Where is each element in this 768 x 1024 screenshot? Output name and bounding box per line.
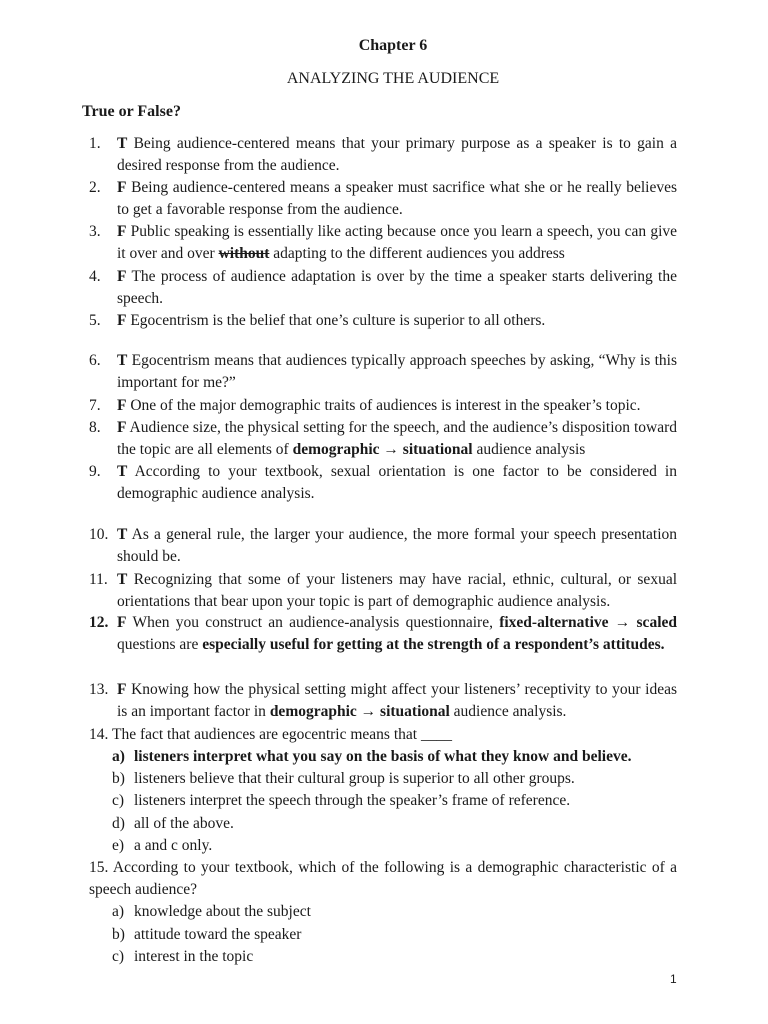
answer-option: e) a and c only. — [112, 837, 213, 854]
chapter-title: ANALYZING THE AUDIENCE — [286, 70, 500, 87]
answer-option: b) listeners believe that their cultural group is superior to all other groups. — [112, 770, 575, 787]
item-text: As a general rule, the larger your audience, the more formal your speech presentation should be. — [117, 526, 677, 566]
question-item — [89, 350, 677, 395]
answer-option: d) all of the above. — [112, 815, 234, 832]
question-item — [89, 395, 677, 417]
item-number: 7. — [89, 397, 101, 414]
item-text: When you construct an audience-analysis questionnaire, — [126, 614, 500, 631]
item-answer: F — [117, 397, 127, 414]
chapter-heading: Chapter 6 — [358, 37, 428, 54]
question-item — [89, 524, 677, 569]
question-item — [89, 177, 677, 222]
item-text: audience analysis — [472, 441, 586, 459]
item-answer: F — [117, 268, 127, 285]
item-answer: T — [117, 135, 128, 152]
item-answer: F — [117, 681, 127, 698]
item-text: Recognizing that some of your listeners may have racial, ethnic, cultural, or sexual orientations that bear upon your topic is part of demographic audience analysis. — [117, 571, 677, 611]
answer-option: c) interest in the topic — [112, 948, 254, 965]
item-number: 12. — [89, 614, 109, 631]
item-number: 11. — [89, 571, 108, 588]
item-number: 4. — [89, 268, 101, 285]
item-text: Being audience-centered means a speaker must sacrifice what she or he really believes to get a favorable response from the audience. — [117, 179, 677, 219]
item-number: 10. — [89, 526, 109, 543]
item-text: adapting to the different audiences you address — [269, 245, 565, 263]
item-text: According to your textbook, sexual orientation is one factor to be considered in demographic audience analysis. — [117, 463, 677, 503]
answer-option: a) knowledge about the subject — [112, 903, 311, 920]
question-14-stem: 14. The fact that audiences are egocentric means that ____ — [89, 726, 452, 743]
corrected-term: fixed-alternative → scaled — [499, 614, 677, 631]
item-text: questions are — [117, 636, 203, 654]
item-answer: T — [117, 352, 128, 369]
item-number: 6. — [89, 352, 101, 369]
question-item — [89, 133, 677, 178]
item-text: Audience size, the physical setting for the speech, and the audience’s disposition toward the topic are all elements of — [117, 419, 677, 459]
emphasized-text: especially useful for getting at the strength of a respondent’s attitudes. — [202, 636, 665, 654]
item-text: Public speaking is essentially like acting because once you learn a speech, you can give it over and over — [117, 223, 677, 263]
item-number: 13. — [89, 681, 109, 698]
item-number: 2. — [89, 179, 101, 196]
item-text: The process of audience adaptation is over by the time a speaker starts delivering the speech. — [117, 268, 677, 308]
item-text: Knowing how the physical setting might affect your listeners’ receptivity to your ideas is an important factor in — [117, 681, 677, 721]
page-number: 1 — [670, 972, 677, 986]
question-item — [89, 310, 677, 332]
item-answer: F — [117, 223, 127, 240]
corrected-term: demographic → situational — [269, 703, 450, 721]
item-text: Egocentrism means that audiences typically approach speeches by asking, “Why is this important for me?” — [117, 352, 677, 392]
item-answer: F — [117, 312, 127, 329]
item-text: audience analysis. — [449, 703, 567, 721]
answer-option: b) attitude toward the speaker — [112, 926, 302, 943]
item-number: 5. — [89, 312, 101, 329]
item-number: 1. — [89, 135, 101, 152]
struck-word: without — [218, 245, 270, 263]
question-item — [89, 569, 677, 614]
item-answer: T — [117, 571, 128, 588]
item-number: 3. — [89, 223, 101, 240]
answer-option: a) listeners interpret what you say on the basis of what they know and believe. — [112, 748, 632, 765]
item-answer: F — [117, 179, 127, 196]
item-answer: F — [117, 419, 127, 436]
item-text: Being audience-centered means that your primary purpose as a speaker is to gain a desired response from the audience. — [117, 135, 677, 175]
answer-option: c) listeners interpret the speech through the speaker’s frame of reference. — [112, 792, 571, 809]
question-item — [89, 417, 677, 462]
item-number: 9. — [89, 463, 101, 480]
item-answer: T — [117, 526, 128, 543]
item-answer: F — [117, 614, 127, 631]
item-number: 8. — [89, 419, 101, 436]
section-heading: True or False? — [82, 103, 181, 120]
question-item — [89, 612, 677, 657]
question-item — [89, 221, 677, 266]
item-answer: T — [117, 463, 128, 480]
question-item — [89, 461, 677, 506]
corrected-term: demographic → situational — [292, 441, 473, 459]
item-text: One of the major demographic traits of audiences is interest in the speaker’s topic. — [126, 397, 641, 414]
question-item — [89, 679, 677, 724]
question-15-stem: 15. According to your textbook, which of the following is a demographic characteristic of a speech audience? — [89, 859, 677, 899]
item-text: Egocentrism is the belief that one’s culture is superior to all others. — [126, 312, 546, 329]
question-item — [89, 266, 677, 311]
